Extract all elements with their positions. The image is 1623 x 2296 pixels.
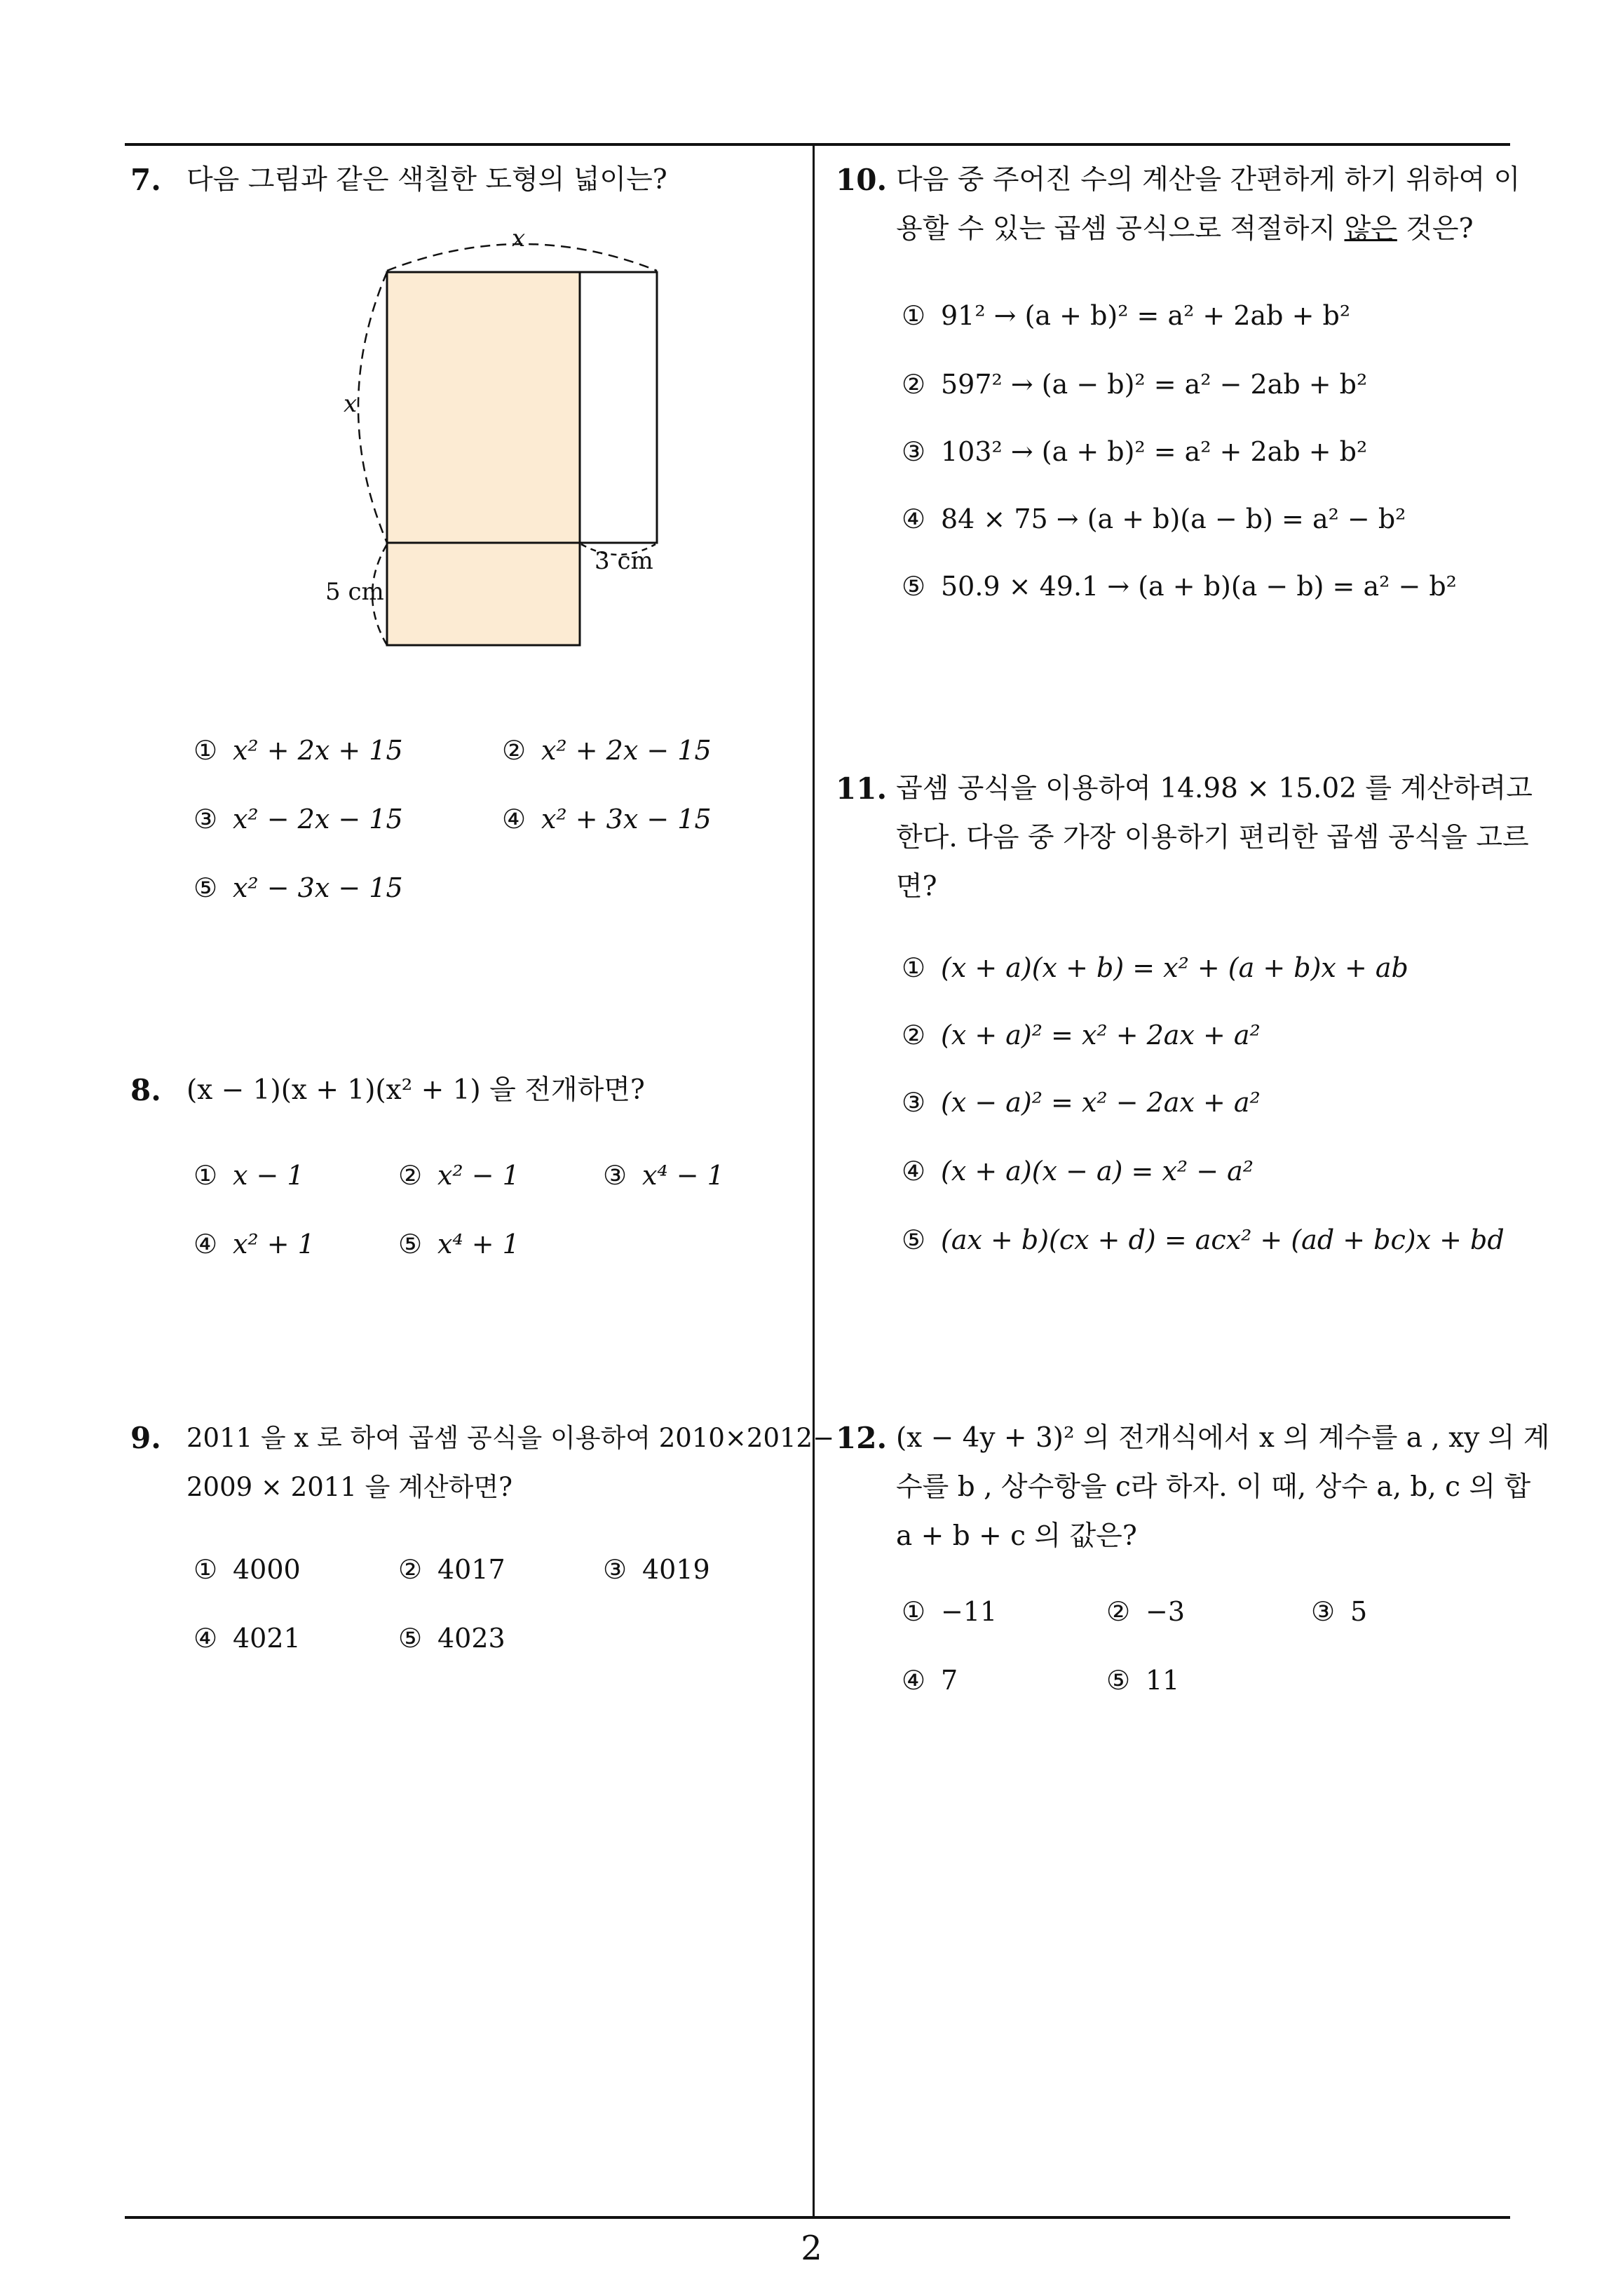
question-text: 다음 그림과 같은 색칠한 도형의 넓이는?	[186, 164, 667, 196]
choice-2[interactable]: ② (x + a)² = x² + 2ax + a²	[902, 1020, 1261, 1051]
shaded-region	[387, 272, 580, 645]
question-text-line-2: 용할 수 있는 곱셈 공식으로 적절하지 않은 것은?	[896, 213, 1474, 245]
question-text-line-1: (x − 4y + 3)² 의 전개식에서 x 의 계수를 a , xy 의 계	[896, 1422, 1550, 1454]
choice-2[interactable]: ② 4017	[398, 1554, 505, 1585]
choice-5[interactable]: ⑤ 11	[1106, 1665, 1180, 1696]
choice-4[interactable]: ④ x² + 1	[193, 1229, 315, 1260]
label-5cm: 5 cm	[325, 578, 384, 606]
top-rule	[125, 143, 1510, 146]
choice-3[interactable]: ③ x² − 2x − 15	[193, 804, 403, 835]
question-text-line-1: 2011 을 x 로 하여 곱셈 공식을 이용하여 2010×2012−	[186, 1423, 835, 1453]
question-number: 8.	[130, 1073, 161, 1107]
choice-1[interactable]: ① x² + 2x + 15	[193, 735, 403, 766]
question-number: 9.	[130, 1421, 161, 1455]
choice-3[interactable]: ③ (x − a)² = x² − 2ax + a²	[902, 1087, 1261, 1118]
choice-1[interactable]: ① 91² → (a + b)² = a² + 2ab + b²	[902, 300, 1351, 331]
question-number: 7.	[130, 163, 161, 197]
label-3cm: 3 cm	[595, 547, 653, 575]
question-text-line-2: 2009 × 2011 을 계산하면?	[186, 1472, 512, 1502]
question-text-line-2: 한다. 다음 중 가장 이용하기 편리한 곱셈 공식을 고르	[896, 822, 1529, 853]
choice-2[interactable]: ② 597² → (a − b)² = a² − 2ab + b²	[902, 369, 1368, 400]
choice-2[interactable]: ② x² + 2x − 15	[502, 735, 712, 766]
choice-4[interactable]: ④ 84 × 75 → (a + b)(a − b) = a² − b²	[902, 504, 1406, 534]
question-text: (x − 1)(x + 1)(x² + 1) 을 전개하면?	[186, 1074, 645, 1106]
choice-3[interactable]: ③ 5	[1311, 1596, 1368, 1627]
label-top-x: x	[512, 224, 526, 252]
choice-5[interactable]: ⑤ x⁴ + 1	[398, 1229, 520, 1260]
question-text-line-3: a + b + c 의 값은?	[896, 1520, 1137, 1552]
bottom-rule	[125, 2216, 1510, 2219]
choice-4[interactable]: ④ 4021	[193, 1623, 301, 1654]
choice-2[interactable]: ② x² − 1	[398, 1160, 520, 1191]
label-left-x: x	[344, 390, 358, 418]
choice-3[interactable]: ③ 103² → (a + b)² = a² + 2ab + b²	[902, 436, 1368, 467]
question-text-line-3: 면?	[896, 871, 937, 903]
column-divider	[813, 144, 815, 2217]
choice-1[interactable]: ① (x + a)(x + b) = x² + (a + b)x + ab	[902, 952, 1408, 983]
choice-1[interactable]: ① 4000	[193, 1554, 301, 1585]
choice-2[interactable]: ② −3	[1106, 1596, 1186, 1627]
choice-3[interactable]: ③ x⁴ − 1	[603, 1160, 724, 1191]
choice-4[interactable]: ④ x² + 3x − 15	[502, 804, 712, 835]
choice-3[interactable]: ③ 4019	[603, 1554, 710, 1585]
choice-5[interactable]: ⑤ 50.9 × 49.1 → (a + b)(a − b) = a² − b²	[902, 571, 1457, 602]
question-text-line-2: 수를 b , 상수항을 c라 하자. 이 때, 상수 a, b, c 의 합	[896, 1471, 1531, 1503]
choice-4[interactable]: ④ (x + a)(x − a) = x² − a²	[902, 1156, 1254, 1187]
question-number: 12.	[836, 1421, 888, 1455]
question-number: 10.	[836, 163, 888, 197]
choice-5[interactable]: ⑤ x² − 3x − 15	[193, 872, 403, 903]
choice-5[interactable]: ⑤ (ax + b)(cx + d) = acx² + (ad + bc)x + bd	[902, 1224, 1505, 1255]
left-dimension-arc	[358, 272, 387, 543]
question-text-line-1: 곱셈 공식을 이용하여 14.98 × 15.02 를 계산하려고	[896, 773, 1533, 804]
choice-1[interactable]: ① −11	[902, 1596, 998, 1627]
choice-1[interactable]: ① x − 1	[193, 1160, 304, 1191]
question-number: 11.	[836, 771, 888, 806]
emphasis-underline: 않은	[1344, 213, 1397, 245]
choice-4[interactable]: ④ 7	[902, 1665, 958, 1696]
page-number: 2	[801, 2229, 822, 2268]
choice-5[interactable]: ⑤ 4023	[398, 1623, 505, 1654]
question-text-line-1: 다음 중 주어진 수의 계산을 간편하게 하기 위하여 이	[896, 164, 1521, 196]
